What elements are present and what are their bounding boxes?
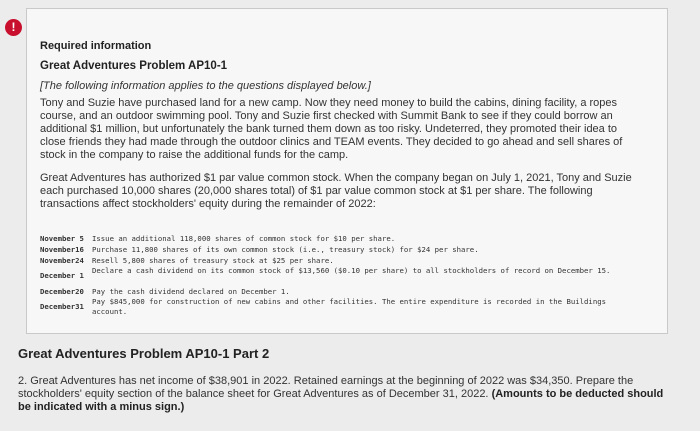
transaction-row [40,286,640,297]
transaction-date: November16 [40,245,84,254]
transaction-row [40,297,640,317]
transaction-description: Pay the cash dividend declared on December 1. [92,287,290,296]
transaction-date: November24 [40,256,84,265]
required-information-label: Required information [40,40,152,52]
transaction-description: Purchase 11,800 shares of its own common stock (i.e., treasury stock) for $24 per share. [92,245,479,254]
transaction-row [40,233,640,244]
transaction-date: December31 [40,302,84,311]
problem-info-card [26,8,668,334]
transaction-date: December20 [40,287,84,296]
info-note: [The following information applies to the questions displayed below.] [40,80,371,92]
stock-paragraph: Great Adventures has authorized $1 par value common stock. When the company began on July 1, 2021, Tony and Suzie each purchased 10,000 shares (20,000 shares total) of $1 par value common stock at $1 per share. The following transactions affect stockholders' equity during the remainder of 2022: [40,172,632,210]
transaction-row [40,266,640,286]
transaction-row [40,244,640,255]
question-instruction: (Amounts to be deducted should be indicated with a minus sign.) [18,388,664,413]
alert-icon: ! [5,19,22,36]
part-title: Great Adventures Problem AP10-1 Part 2 [18,346,270,361]
transactions-table [40,233,640,317]
problem-title: Great Adventures Problem AP10-1 [40,60,228,72]
transaction-row [40,255,640,266]
transaction-description: Issue an additional 118,000 shares of common stock for $10 per share. [92,234,396,243]
transaction-description: Pay $845,000 for construction of new cabins and other facilities. The entire expenditure is recorded in the Buildings account. [92,297,606,316]
transaction-description: Declare a cash dividend on its common stock of $13,560 ($0.10 per share) to all stockholders of record on December 15. [92,266,611,275]
question-text [18,375,668,414]
transaction-description: Resell 5,800 shares of treasury stock at $25 per share. [92,256,334,265]
question-body: 2. Great Adventures has net income of $38,901 in 2022. Retained earnings at the beginning of 2022 was $34,350. Prepare the stockholders' equity section of the balance sheet for Great Adventures as of December 31, 2022. [18,375,634,400]
transaction-date: November 5 [40,234,84,243]
background-paragraph: Tony and Suzie have purchased land for a new camp. Now they need money to build the cabins, dining facility, a ropes course, and an outdoor swimming pool. Tony and Suzie first checked with Summit Bank to see if they could borrow an additional $1 million, but unfortunately the bank turned them down as too risky. Undeterred, they promoted their idea to close friends they had made through the outdoor clinics and TEAM events. They decided to go ahead and sell shares of stock in the company to raise the additional funds for the camp. [40,97,623,161]
transaction-date: December 1 [40,271,84,280]
